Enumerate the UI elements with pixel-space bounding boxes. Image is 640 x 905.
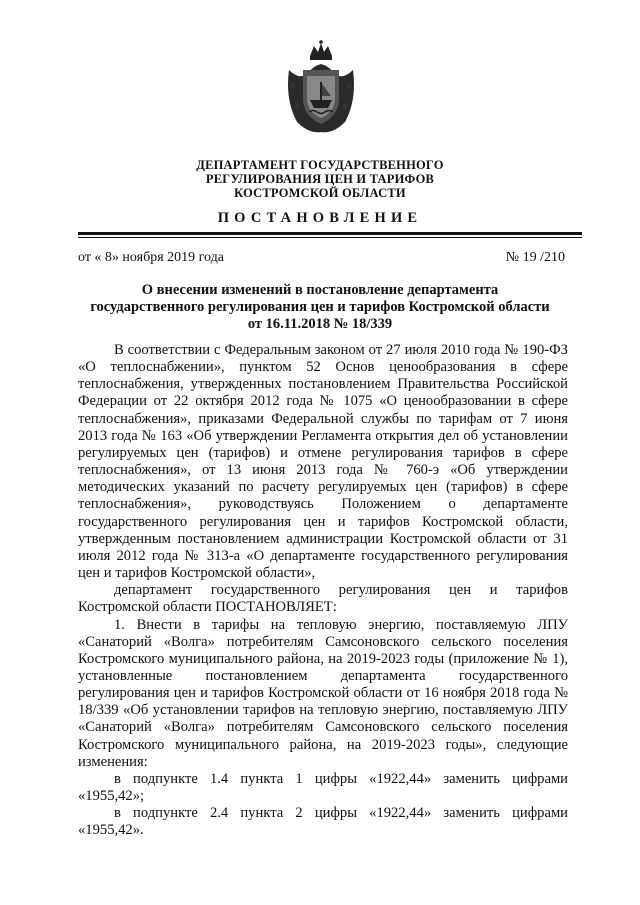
subject-line: О внесении изменений в постановление департамента (141, 282, 499, 298)
department-line: РЕГУЛИРОВАНИЯ ЦЕН И ТАРИФОВ (205, 172, 435, 186)
header-divider-thick (78, 232, 582, 235)
subject-line: от 16.11.2018 № 18/339 (247, 316, 393, 332)
document-type: ПОСТАНОВЛЕНИЕ (217, 210, 423, 226)
subject-line: государственного регулирования цен и тарифов Костромской области (90, 299, 550, 315)
header-divider-thin (78, 237, 582, 238)
document-date: от « 8» ноября 2019 года (78, 250, 224, 265)
department-line: КОСТРОМСКОЙ ОБЛАСТИ (234, 186, 406, 200)
coat-of-arms-icon (283, 40, 359, 136)
body-paragraph: в подпункте 1.4 пункта 1 цифры «1922,44» заменить цифрами «1955,42»; (78, 770, 568, 805)
document-subject (78, 282, 562, 333)
document-body (78, 342, 568, 840)
department-line: ДЕПАРТАМЕНТ ГОСУДАРСТВЕННОГО (196, 158, 444, 172)
document-number: № 19 /210 (505, 250, 565, 265)
department-name (60, 158, 580, 200)
body-paragraph: 1. Внести в тарифы на тепловую энергию, поставляемую ЛПУ «Санаторий «Волга» потребителям Самсоновского сельского поселения Костромского муниципального района, на 2019-2023 годы (приложение № 1), установленные постановлением департамента государственного регулирования цен и тарифов Костромской области от 16 ноября 2018 года № 18/339 «Об установлении тарифов на тепловую энергию, поставляемую ЛПУ «Санаторий «Волга» потребителям Самсоновского сельского поселения Костромского муниципального района, на 2019-2023 годы», следующие изменения: (78, 616, 568, 770)
body-paragraph: в подпункте 2.4 пункта 2 цифры «1922,44» заменить цифрами «1955,42». (78, 805, 568, 839)
body-paragraph: департамент государственного регулирования цен и тарифов Костромской области ПОСТАНОВЛЯЕТ: (78, 582, 568, 616)
body-paragraph: В соответствии с Федеральным законом от 27 июля 2010 года № 190-ФЗ «О теплоснабжении», пунктом 52 Основ ценообразования в сфере теплоснабжения, утвержденных постановлением Правительства Российской Федерации от 22 октября 2012 года № 1075 «О ценообразовании в сфере теплоснабжения», приказами Федеральной службы по тарифам от 7 июня 2013 года № 163 «Об утверждении Регламента открытия дел об установлении регулируемых цен (тарифов) и отмене регулирования тарифов в сфере теплоснабжения», от 13 июня 2013 года № 760-э «Об утверждении методических указаний по расчету регулируемых цен (тарифов) в сфере теплоснабжения», руководствуясь Положением о департаменте государственного регулирования цен и тарифов Костромской области, утвержденным постановлением администрации Костромской области от 31 июля 2012 года № 313-а «О департаменте государственного регулирования цен и тарифов Костромской области», (78, 342, 568, 582)
